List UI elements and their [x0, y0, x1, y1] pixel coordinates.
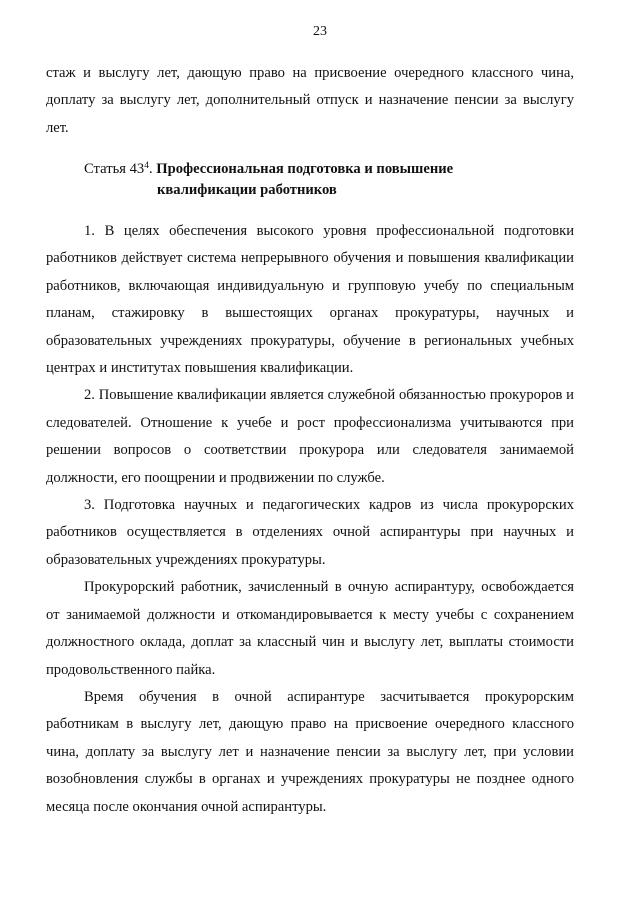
- paragraph-3: 3. Подготовка научных и педагогических кадров из числа прокурорских работников осуществляется в отделениях очной аспирантуры при научных и образовательных учреждениях прокуратуры.: [46, 497, 574, 568]
- article-title-line1: Профессиональная подготовка и повышение: [156, 161, 454, 177]
- paragraph-5: Время обучения в очной аспирантуре засчитывается прокурорским работникам в выслугу лет, дающую право на присвоение очередного классного чина, доплату за выслугу лет и назначение пенсии за выслугу лет, при условии возобновления службы в органах и учреждениях прокуратуры не позднее одного месяца после окончания очной аспирантуры.: [46, 688, 574, 815]
- article-superscript: 4: [144, 161, 149, 171]
- continuation-text-block: [46, 60, 574, 142]
- continuation-paragraph: стаж и выслугу лет, дающую право на присвоение очередного классного чина, доплату за выслугу лет, дополнительный отпуск и назначение пенсии за выслугу лет.: [46, 65, 574, 136]
- article-body: [46, 218, 574, 821]
- paragraph-2: 2. Повышение квалификации является служебной обязанностью прокуроров и следователей. Отношение к учебе и рост профессионализма учитываются при решении вопросов о соответствии прокурора или следователя занимаемой должности, его поощрении и продвижении по службе.: [46, 387, 574, 486]
- article-label-suffix: .: [148, 161, 153, 177]
- article-heading: [84, 159, 584, 201]
- paragraph-4: Прокурорский работник, зачисленный в очную аспирантуру, освобождается от занимаемой должности и откомандировывается к месту учебы с сохранением должностного оклада, доплат за классный чин и выслугу лет, выплаты стоимости продовольственного пайка.: [46, 579, 574, 678]
- article-title-line2: квалификации работников: [157, 182, 337, 198]
- page-number: 23: [313, 24, 327, 39]
- article-label: Статья 43: [84, 161, 145, 177]
- paragraph-1: 1. В целях обеспечения высокого уровня профессиональной подготовки работников действует система непрерывного обучения и повышения квалификации работников, включающая индивидуальную и групповую учебу по специальным планам, стажировку в вышестоящих органах прокуратуры, научных и образовательных учреждениях прокуратуры, обучение в региональных учебных центрах и институтах повышения квалификации.: [46, 223, 574, 377]
